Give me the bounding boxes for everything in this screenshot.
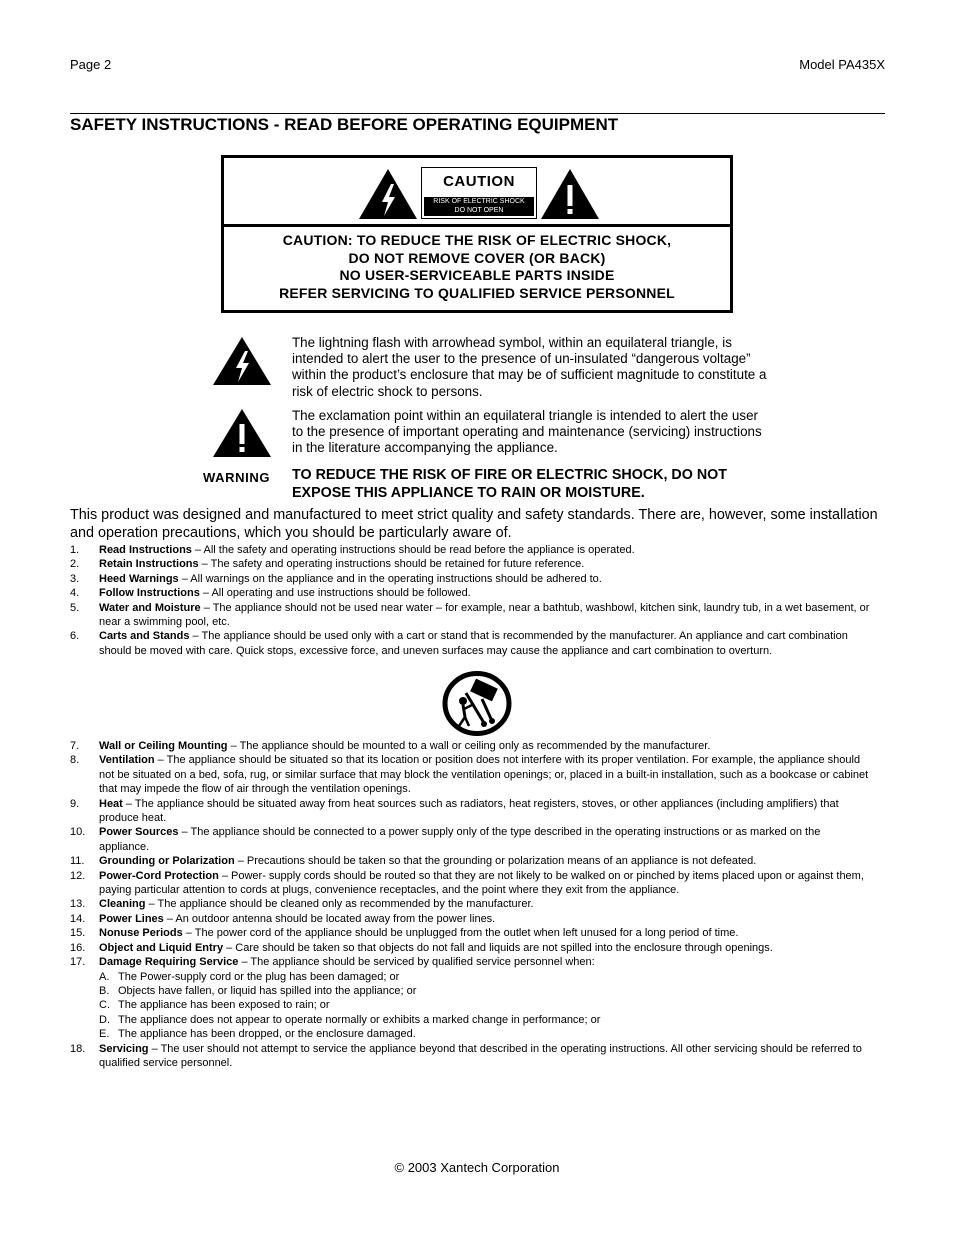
item-text: – Care should be taken so that objects do not fall and liquids are not spilled into the enclosure through openings. xyxy=(223,941,773,954)
item-title: Power Sources xyxy=(99,826,179,839)
item-number: 2. xyxy=(70,558,80,571)
list-item xyxy=(70,739,870,753)
list-item xyxy=(70,926,870,940)
list-item xyxy=(70,955,870,969)
item-title: Damage Requiring Service xyxy=(99,956,239,969)
caution-line: DO NOT REMOVE COVER (OR BACK) xyxy=(348,249,606,266)
list-item xyxy=(70,869,870,898)
item-text: – All warnings on the appliance and in the operating instructions should be adhered to. xyxy=(178,572,602,585)
item-number: 11. xyxy=(70,855,85,868)
list-item xyxy=(70,753,870,796)
sub-item-letter: D. xyxy=(99,1013,110,1026)
item-number: 13. xyxy=(70,898,86,911)
item-text: – Precautions should be taken so that the grounding or polarization means of an appliance is not defeated. xyxy=(234,855,757,868)
item-title: Ventilation xyxy=(99,754,155,767)
page-number: Page 2 xyxy=(70,57,112,72)
item-number: 10. xyxy=(70,826,86,839)
item-title: Heat xyxy=(99,797,123,810)
item-title: Retain Instructions xyxy=(99,558,199,571)
item-text: – The appliance should not be used near water – for example, near a bathtub, washbowl, kitchen sink, laundry tub, in a wet basement, or near a swimming pool, etc. xyxy=(99,601,870,629)
item-number: 7. xyxy=(70,740,80,752)
list-item xyxy=(70,825,870,854)
exclamation-explanation: The exclamation point within an equilateral triangle is intended to alert the user to the presence of important operating and maintenance (servicing) instructions in the literature accompanying the appliance. xyxy=(292,408,762,456)
caution-label-subtext xyxy=(424,197,534,216)
header-rule xyxy=(70,113,885,114)
item-text: – The appliance should be connected to a power supply only of the type described in the operating instructions or as marked on the appliance. xyxy=(99,826,821,853)
sub-item xyxy=(99,1027,870,1041)
list-item xyxy=(70,897,870,911)
cart-tipover-icon xyxy=(442,671,512,736)
list-item xyxy=(70,854,870,868)
model-number: Model PA435X xyxy=(799,57,885,72)
item-text: – The appliance should be used only with a cart or stand that is recommended by the manufacturer. An appliance and cart combination should be moved with care. Quick stops, excessive force, and uneven surfaces may cause the appliance and cart combination to overturn. xyxy=(99,630,848,657)
exclamation-triangle-icon xyxy=(540,168,600,220)
item-text: – The appliance should be cleaned only as recommended by the manufacturer. xyxy=(145,898,534,911)
list-item xyxy=(70,557,870,571)
caution-box xyxy=(221,155,733,313)
caution-line: NO USER-SERVICEABLE PARTS INSIDE xyxy=(339,267,615,283)
item-text: – The power cord of the appliance should be unplugged from the outlet when left unused for a long period of time. xyxy=(182,927,739,940)
copyright-footer: © 2003 Xantech Corporation xyxy=(394,1160,560,1175)
item-text: – Power- supply cords should be routed so that they are not likely to be walked on or pinched by items placed upon or against them, paying particular attention to cords at plugs, convenience receptacles, and the point where they exit from the appliance. xyxy=(99,869,864,897)
item-title: Water and Moisture xyxy=(99,601,201,614)
item-number: 6. xyxy=(70,630,80,643)
item-text: – An outdoor antenna should be located away from the power lines. xyxy=(163,912,496,925)
instructions-list-b xyxy=(70,739,870,1070)
caution-line: REFER SERVICING TO QUALIFIED SERVICE PERSONNEL xyxy=(279,284,675,301)
sub-item-text: The Power-supply cord or the plug has been damaged; or xyxy=(118,970,400,983)
lightning-symbol-icon xyxy=(212,336,272,386)
item-number: 1. xyxy=(70,544,80,556)
list-item xyxy=(70,912,870,926)
item-title: Heed Warnings xyxy=(99,572,179,585)
item-text: – All operating and use instructions should be followed. xyxy=(199,587,471,600)
item-title: Object and Liquid Entry xyxy=(99,941,224,954)
item-number: 18. xyxy=(70,1042,86,1055)
sub-item xyxy=(99,970,870,984)
list-item xyxy=(70,797,870,826)
sub-item xyxy=(99,984,870,998)
lightning-explanation: The lightning flash with arrowhead symbol, within an equilateral triangle, is intended to alert the user to the presence of un-insulated “dangerous voltage” within the product’s enclosure that may be of sufficient magnitude to constitute a risk of electric shock to persons. xyxy=(292,335,767,399)
item-title: Grounding or Polarization xyxy=(99,855,235,868)
sub-item-letter: A. xyxy=(99,970,110,983)
list-item xyxy=(70,601,870,630)
item-text: – The appliance should be situated away from heat sources such as radiators, heat registers, stoves, or other appliances (including amplifiers) that produce heat. xyxy=(99,797,839,825)
warning-label: WARNING xyxy=(203,470,271,485)
caution-label xyxy=(421,167,537,219)
warning-text: TO REDUCE THE RISK OF FIRE OR ELECTRIC SHOCK, DO NOT EXPOSE THIS APPLIANCE TO RAIN OR MOISTURE. xyxy=(292,467,728,501)
item-text: – The safety and operating instructions should be retained for future reference. xyxy=(198,558,585,571)
caution-sub-1: RISK OF ELECTRIC SHOCK xyxy=(433,198,525,205)
caution-message xyxy=(224,232,730,302)
intro-paragraph: This product was designed and manufactured to meet strict quality and safety standards. There are, however, some installation and operation precautions, which you should be particularly aware of. xyxy=(70,507,878,541)
item-title: Wall or Ceiling Mounting xyxy=(99,740,228,752)
sub-item-text: The appliance has been exposed to rain; or xyxy=(118,999,330,1012)
item-number: 3. xyxy=(70,572,80,585)
sub-item-text: The appliance does not appear to operate normally or exhibits a marked change in performance; or xyxy=(118,1013,601,1026)
item-number: 16. xyxy=(70,941,86,954)
item-title: Servicing xyxy=(99,1042,149,1055)
sub-item-letter: C. xyxy=(99,999,110,1012)
item-title: Cleaning xyxy=(99,898,146,911)
list-item xyxy=(70,941,870,955)
caution-line: CAUTION: TO REDUCE THE RISK OF ELECTRIC SHOCK, xyxy=(282,232,672,248)
item-title: Power Lines xyxy=(99,912,164,925)
item-number: 5. xyxy=(70,601,80,614)
caution-sub-2: DO NOT OPEN xyxy=(454,207,504,214)
item-number: 9. xyxy=(70,797,80,810)
page-title: SAFETY INSTRUCTIONS - READ BEFORE OPERATING EQUIPMENT xyxy=(70,115,619,134)
item-number: 15. xyxy=(70,927,86,940)
item-number: 4. xyxy=(70,587,80,600)
sub-item-letter: B. xyxy=(99,984,110,997)
list-item xyxy=(70,572,870,586)
item-number: 12. xyxy=(70,869,86,882)
lightning-triangle-icon xyxy=(358,168,418,220)
item-number: 8. xyxy=(70,754,80,767)
item-title: Nonuse Periods xyxy=(99,927,183,940)
sub-item-text: The appliance has been dropped, or the enclosure damaged. xyxy=(118,1028,416,1041)
list-item xyxy=(70,629,870,658)
list-item xyxy=(70,543,870,557)
sub-item-text: Objects have fallen, or liquid has spilled into the appliance; or xyxy=(118,984,417,997)
item-text: – The appliance should be situated so that its location or position does not interfere with its proper ventilation. For example, the appliance should not be situated on a bed, sofa, rug, or similar surface that may block the ventilation openings; or, placed in a built-in installation, such as a bookcase or cabinet that may impede the flow of air through the ventilation openings. xyxy=(99,754,869,796)
list-item xyxy=(70,586,870,600)
item-title: Follow Instructions xyxy=(99,587,200,600)
exclamation-symbol-icon xyxy=(212,408,272,458)
item-number: 17. xyxy=(70,956,86,969)
item-title: Power-Cord Protection xyxy=(99,869,219,882)
item-title: Read Instructions xyxy=(99,544,192,556)
sub-item xyxy=(99,1013,870,1027)
instructions-list-a xyxy=(70,543,870,658)
item-text: – The appliance should be mounted to a wall or ceiling only as recommended by the manufacturer. xyxy=(227,740,711,752)
item-text: – The appliance should be serviced by qualified service personnel when: xyxy=(238,956,595,969)
sub-item-letter: E. xyxy=(99,1028,110,1041)
list-item xyxy=(70,1042,870,1071)
item-title: Carts and Stands xyxy=(99,630,190,643)
item-text: – The user should not attempt to service the appliance beyond that described in the operating instructions. All other servicing should be referred to qualified service personnel. xyxy=(99,1042,862,1069)
sub-item xyxy=(99,998,870,1012)
item-number: 14. xyxy=(70,912,86,925)
caution-symbol-row xyxy=(224,158,730,227)
caution-label-title: CAUTION xyxy=(443,173,515,190)
item-text: – All the safety and operating instructions should be read before the appliance is operated. xyxy=(191,544,635,556)
